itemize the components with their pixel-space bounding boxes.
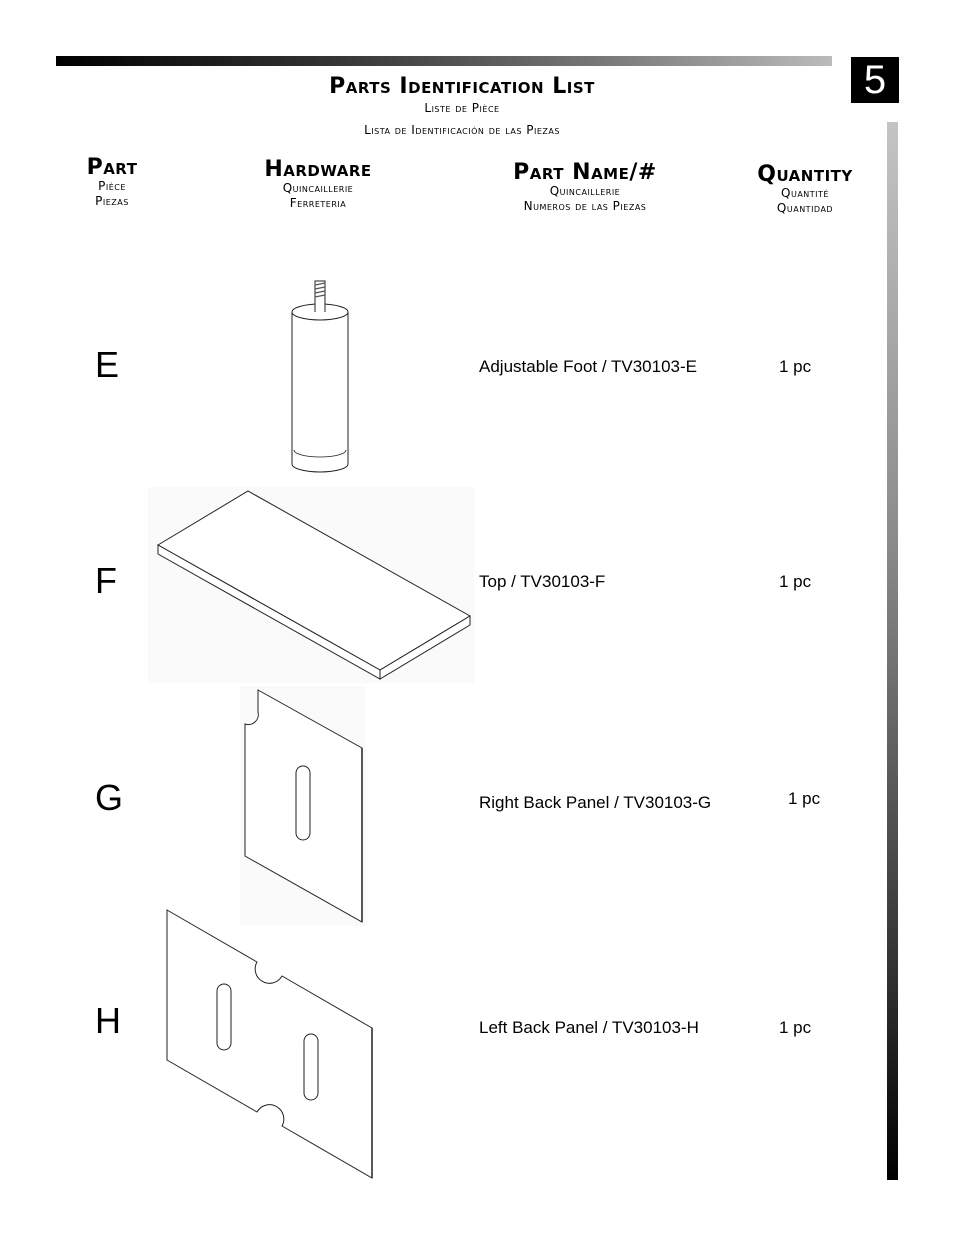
part-name-g: Right Back Panel / TV30103-G [479,793,712,812]
right-back-panel-icon [240,686,366,926]
column-header-part-fr: Pièce [98,179,126,193]
column-header-quantity-label: Quantity [757,162,853,187]
top-panel-icon [148,487,474,683]
column-header-hardware-es: Ferreteria [289,196,347,210]
adjustable-foot-icon [280,278,360,478]
column-header-part-name [465,162,705,214]
part-name-f: Top / TV30103-F [479,572,606,591]
column-header-hardware-fr: Quincaillerie [282,181,354,195]
part-qty-h: 1 pc [779,1018,812,1037]
column-header-part-es: Piezas [95,194,129,208]
column-header-part [62,157,162,209]
part-qty-g: 1 pc [788,789,821,808]
part-qty-e: 1 pc [779,357,812,376]
column-header-hardware [223,159,413,211]
page-subtitle-fr: Liste de Pièce [424,101,500,115]
part-name-h: Left Back Panel / TV30103-H [479,1018,699,1037]
column-header-part-label: Part [86,155,138,180]
column-header-quantity [730,164,880,216]
part-letter-h: H [95,1000,121,1041]
header-rule [56,56,832,66]
column-header-quantity-fr: Quantité [781,186,829,200]
column-header-part-name-fr: Quincaillerie [549,184,621,198]
part-letter-g: G [95,777,124,818]
column-header-part-name-es: Numeros de las Piezas [523,199,647,213]
side-rule [887,122,898,1180]
column-header-quantity-es: Quantidad [776,201,834,215]
part-qty-f: 1 pc [779,572,812,591]
page-title: Parts Identification List [329,74,595,99]
part-letter-f: F [95,560,117,601]
part-letter-e: E [95,344,120,385]
column-header-part-name-label: Part Name/# [513,160,657,185]
left-back-panel-icon [162,906,376,1182]
page-subtitle-es: Lista de Identificación de las Piezas [364,123,560,137]
column-header-hardware-label: Hardware [264,157,372,182]
page-number: 5 [851,57,899,103]
part-name-e: Adjustable Foot / TV30103-E [479,357,697,376]
